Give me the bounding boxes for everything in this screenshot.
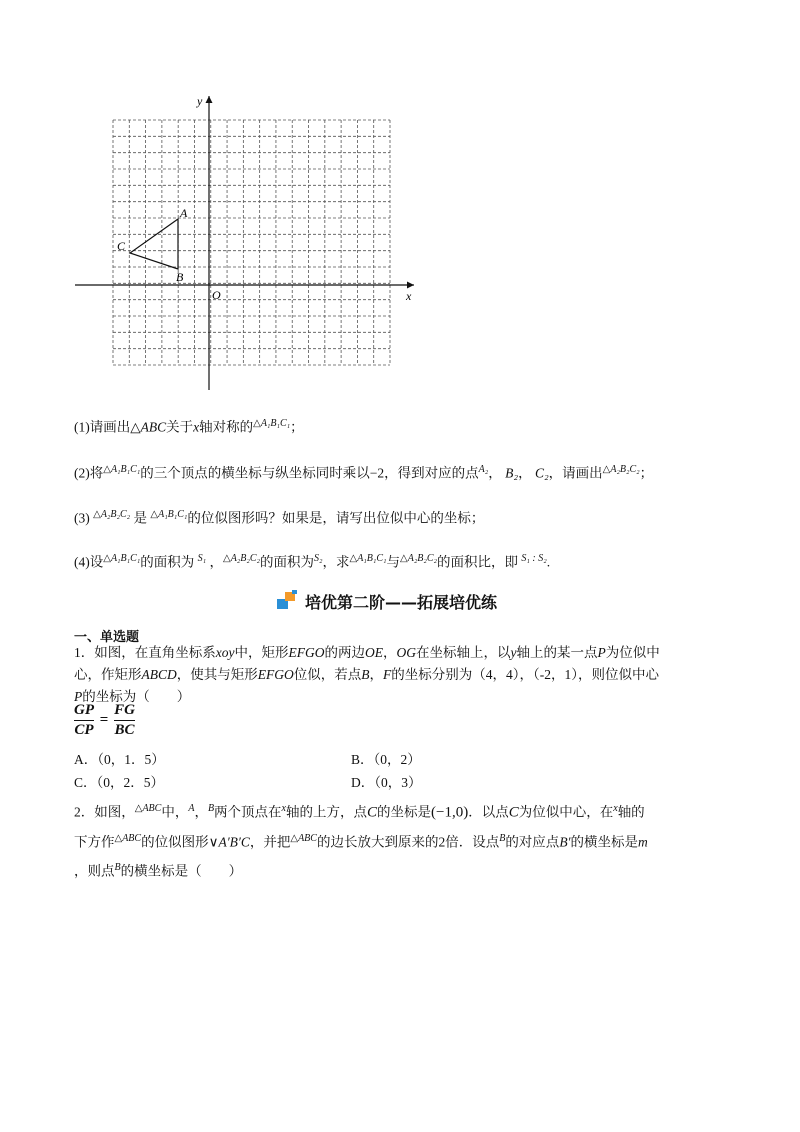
option-a[interactable]: A．（0，1．5） (74, 752, 165, 767)
section-title: 一、单选题 (74, 630, 140, 645)
x-axis-arrow (407, 282, 414, 289)
problem-1-line-2: 心，作矩形ABCD，使其与矩形EFGO位似，若点B，F的坐标分别为（4，4），（-2，1），则位似中心 (74, 667, 659, 682)
x-axis-label: x (406, 289, 412, 303)
ratio-formula: $\frac{GP}{CP}$ = $\frac{FG}{BC}$ (74, 702, 135, 738)
y-axis-arrow (206, 96, 213, 103)
problem-2-line-3: ，则点$^B$的横坐标是（ ） (74, 862, 243, 879)
option-d[interactable]: D．（0，3） (351, 775, 422, 790)
y-axis-label: y (197, 94, 203, 108)
task-4: (4)设$^{\triangle A_1B_1C_1}$的面积为 $^{S_1}$ ，$^{\triangle A_2B_2C_2}$的面积为$^{S_2}$，求$^{\triangle A_1B_1C_1}$与$^{\triangle A_2B_2C_2}$的面积比，即 $^{S_1 : S_2}$. (74, 553, 551, 570)
point-b-label: B (176, 270, 184, 284)
triangle-abc (130, 219, 178, 269)
stage-heading-title: 培优第二阶——拓展培优练 (305, 592, 498, 612)
task-3: (3) $^{\triangle A_2B_2C_2}$ 是 $^{\triangle A_1B_1C_1}$的位似图形吗？如果是，请写出位似中心的坐标； (74, 509, 485, 526)
task-2: (2)将$^{\triangle A_1B_1C_1}$的三个顶点的横坐标与纵坐标同时乘以−2，得到对应的点$^{A_2}$， B₂， C₂，请画出$^{\triangle A_2B_2C_2}$； (74, 464, 654, 481)
problem-2-line-2: 下方作$^{\triangle ABC}$的位似图形∨A′B′C，并把$^{\triangle ABC}$的边长放大到原来的2倍．设点$^B$的对应点B′的横坐标是m (74, 832, 648, 849)
option-b[interactable]: B．（0，2） (351, 752, 421, 767)
option-c[interactable]: C．（0，2．5） (74, 775, 165, 790)
problem-1-line-1: 1．如图，在直角坐标系xoy中，矩形EFGO的两边OE，OG在坐标轴上，以y轴上的某一点P为位似中 (74, 645, 660, 660)
dashed-grid (113, 120, 390, 365)
problem-1 (74, 642, 724, 708)
coordinate-grid-figure (70, 90, 420, 395)
stage-heading (277, 586, 497, 616)
problem-2-line-1: 2．如图，$^{\triangle ABC}$中，$^A$，$^B$两个顶点在$^x$轴的上方，点C的坐标是(−1,0)．以点C为位似中心，在$^x$轴的 (74, 803, 645, 821)
problem-2 (74, 796, 724, 885)
point-a-label: A (180, 206, 188, 220)
stage-heading-logo (277, 590, 299, 612)
problem-1-line-3: P的坐标为（ ） (74, 689, 191, 704)
origin-label: O (212, 288, 221, 302)
point-c-label: C (117, 239, 126, 253)
task-1: (1)请画出△ABC关于x轴对称的$^{\triangle A_1B_1C_1}$； (74, 418, 304, 435)
